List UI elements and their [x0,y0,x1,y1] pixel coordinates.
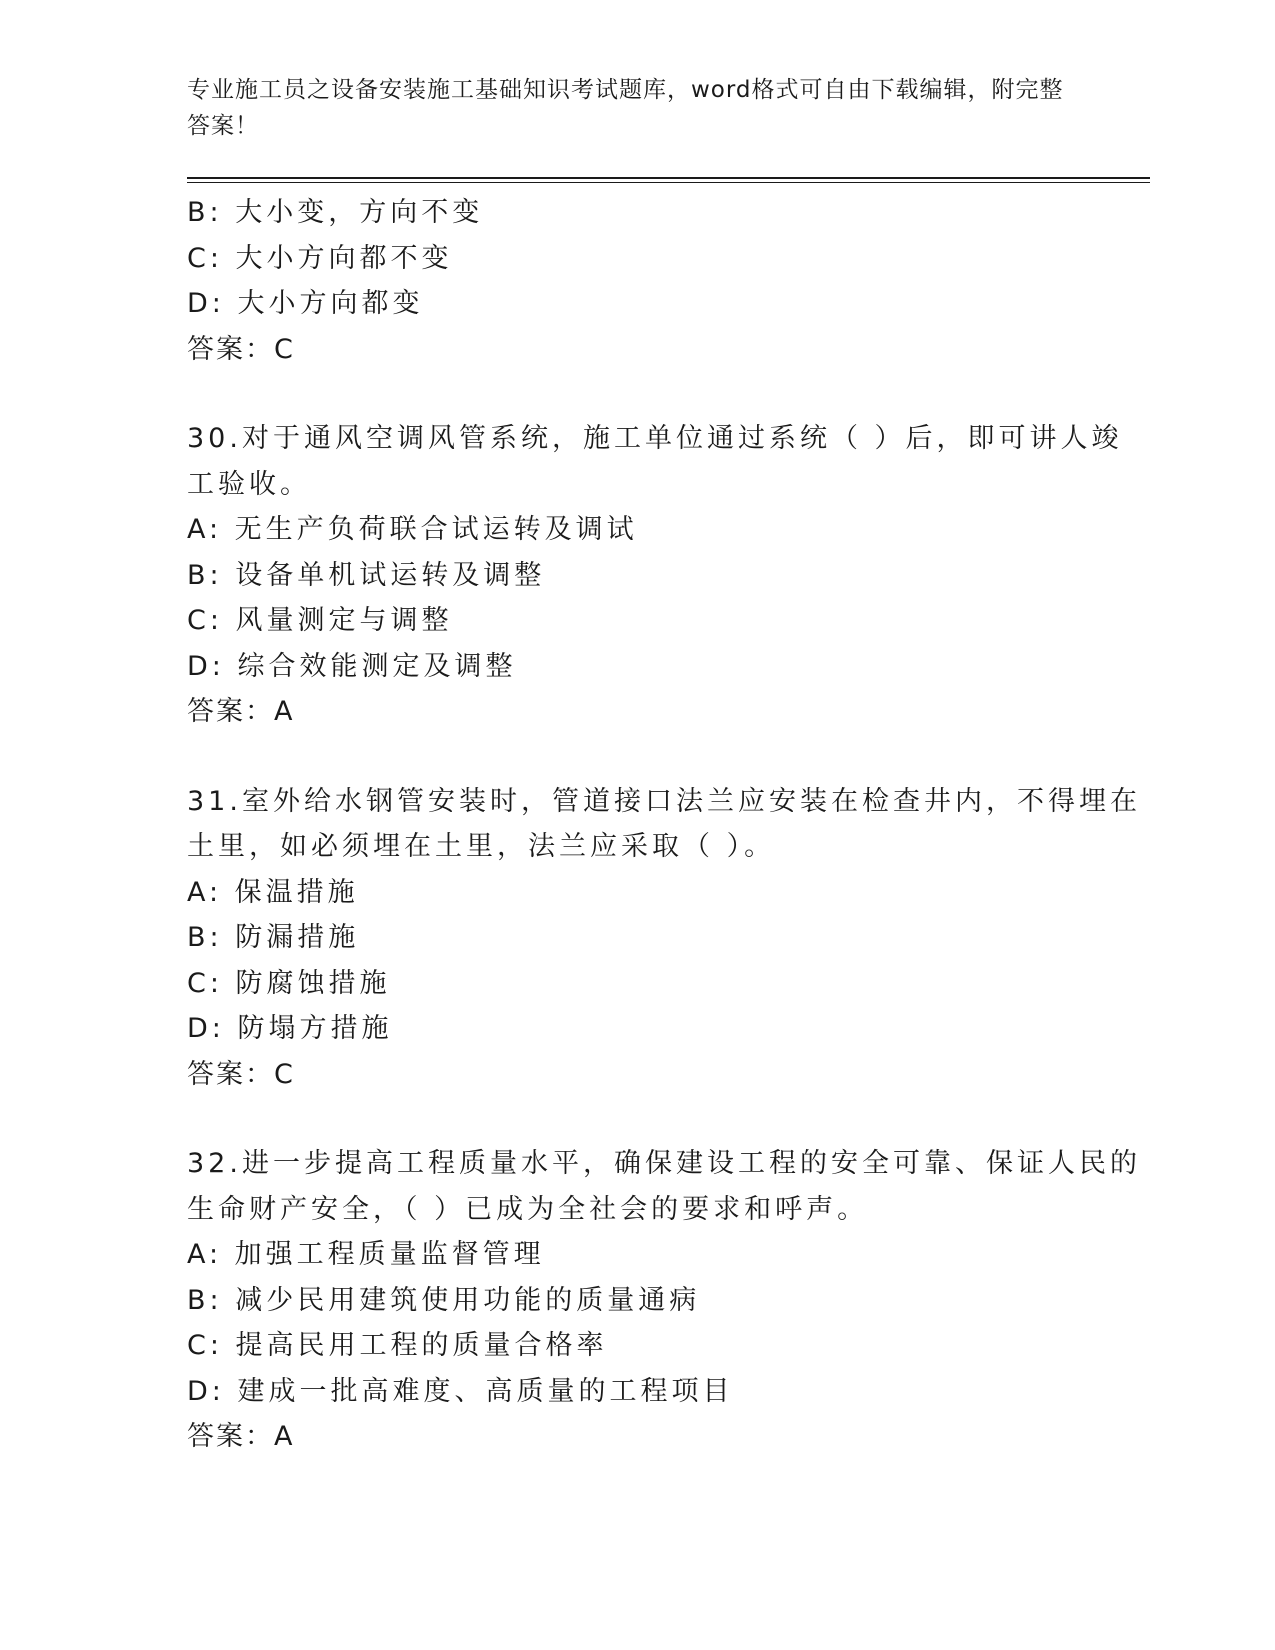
option-c: C: 提高民用工程的质量合格率 [187,1330,608,1361]
question-stem: 31.室外给水钢管安装时，管道接口法兰应安装在检查井内，不得埋在 [187,785,1141,817]
option-b: B: 减少民用建筑使用功能的质量通病 [187,1284,701,1316]
answer-line: 答案：A [187,1421,295,1452]
option-b: B: 防漏措施 [187,922,360,953]
question-stem-cont: 生命财产安全，（ ）已成为全社会的要求和呼声。 [187,1193,869,1225]
option-a: A: 保温措施 [187,876,359,908]
question-list [187,190,1141,1460]
question-stem-cont: 工验收。 [187,468,311,500]
question-29-continuation [187,190,1087,372]
question-30 [187,416,1123,735]
option-c: C: 风量测定与调整 [187,605,453,636]
option-a: A: 无生产负荷联合试运转及调试 [187,514,638,545]
question-31 [187,779,1141,1098]
option-d: D: 防塌方措施 [187,1013,393,1044]
question-stem: 30.对于通风空调风管系统，施工单位通过系统（ ）后，即可讲人竣 [187,423,1123,454]
document-header: 专业施工员之设备安装施工基础知识考试题库，word格式可自由下载编辑，附完整答案！ [187,77,1064,139]
answer-line: 答案：A [187,696,295,727]
header-rule-thin [187,182,1150,183]
option-d: D: 综合效能测定及调整 [187,650,517,682]
spacer [187,735,1087,779]
option-c: C: 防腐蚀措施 [187,967,391,999]
option-d: D: 建成一批高难度、高质量的工程项目 [187,1375,734,1407]
option-b: B: 设备单机试运转及调整 [187,559,546,591]
answer-line: 答案：C [187,1058,295,1090]
spacer [187,1097,1087,1141]
header-rule-thick [187,177,1150,179]
spacer [187,372,1087,416]
answer-line: 答案：C [187,333,295,365]
question-stem-cont: 土里，如必须埋在土里，法兰应采取（ ）。 [187,831,776,862]
question-32 [187,1141,1141,1460]
option-a: A: 加强工程质量监督管理 [187,1239,545,1270]
option-d: D: 大小方向都变 [187,288,424,319]
question-stem: 32.进一步提高工程质量水平，确保建设工程的安全可靠、保证人民的 [187,1148,1141,1179]
option-c: C: 大小方向都不变 [187,242,453,274]
option-b: B: 大小变，方向不变 [187,197,484,228]
